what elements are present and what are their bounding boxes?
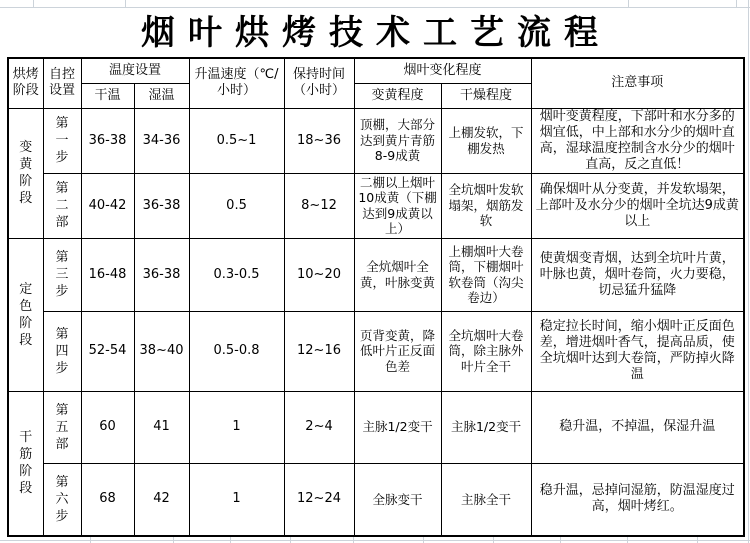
page-title: 烟叶烘烤技术工艺流程 bbox=[141, 13, 611, 53]
stage-label: 定色阶段 bbox=[19, 281, 33, 348]
yellowing-degree-cell: 全脉变干 bbox=[354, 463, 441, 536]
header-auto-control: 自控设置 bbox=[43, 58, 81, 108]
dry-temp-value: 40-42 bbox=[81, 173, 134, 238]
gridline bbox=[493, 536, 494, 543]
wet-temp-value: 42 bbox=[134, 463, 189, 536]
notes-cell: 稳升温，忌掉问湿筋，防温湿度过高，烟叶烤红。 bbox=[531, 463, 744, 536]
header-drying-degree: 干燥程度 bbox=[441, 83, 531, 108]
header-temperature-group: 温度设置 bbox=[81, 58, 189, 83]
stage-label: 变黄阶段 bbox=[19, 140, 33, 206]
step-cell bbox=[43, 391, 81, 463]
yellowing-degree-cell: 二棚以上烟叶10成黄（下棚达到9成黄以上） bbox=[354, 173, 441, 238]
step-label: 第四步 bbox=[55, 326, 69, 376]
drying-degree-cell: 全坑烟叶大卷筒，除主脉外叶片全干 bbox=[441, 311, 531, 391]
drying-degree-cell: 全坑烟叶发软塌架，烟筋发软 bbox=[441, 173, 531, 238]
step-cell bbox=[43, 108, 81, 173]
yellowing-degree-cell: 主脉1/2变干 bbox=[354, 391, 441, 463]
step-label: 第三步 bbox=[55, 250, 69, 299]
drying-degree-cell: 上棚烟叶大卷筒，下棚烟叶软卷筒（沟尖卷边） bbox=[441, 238, 531, 311]
gridline bbox=[90, 536, 91, 543]
heating-rate-value: 0.5~1 bbox=[189, 108, 284, 173]
gridline bbox=[423, 536, 424, 543]
header-heating-rate: 升温速度（℃/小时） bbox=[189, 58, 284, 108]
heating-rate-value: 1 bbox=[189, 391, 284, 463]
header-wet-temp: 湿温 bbox=[134, 83, 189, 108]
header-dry-temp: 干温 bbox=[81, 83, 134, 108]
table-row bbox=[8, 173, 744, 238]
wet-temp-value: 41 bbox=[134, 391, 189, 463]
gridline bbox=[748, 0, 749, 543]
yellowing-degree-cell: 顶棚，大部分达到黄片青筋8-9成黄 bbox=[354, 108, 441, 173]
dry-temp-value: 16-48 bbox=[81, 238, 134, 311]
stage-cell-yellowing bbox=[8, 108, 43, 238]
wet-temp-value: 34-36 bbox=[134, 108, 189, 173]
heating-rate-value: 1 bbox=[189, 463, 284, 536]
table-row bbox=[8, 108, 744, 173]
heating-rate-value: 0.3-0.5 bbox=[189, 238, 284, 311]
gridline bbox=[697, 536, 698, 543]
hold-time-value: 12~16 bbox=[284, 311, 354, 391]
yellowing-degree-cell: 全炕烟叶全黄，叶脉变黄 bbox=[354, 238, 441, 311]
table-row bbox=[8, 311, 744, 391]
drying-degree-cell: 主脉全干 bbox=[441, 463, 531, 536]
step-label: 第五部 bbox=[55, 402, 69, 452]
dry-temp-value: 36-38 bbox=[81, 108, 134, 173]
gridline bbox=[627, 536, 628, 543]
wet-temp-value: 38~40 bbox=[134, 311, 189, 391]
notes-cell: 烟叶变黄程度，下部叶和水分多的烟宜低，中上部和水分少的烟叶直高，湿球温度控制含水分少的烟叶直高，反之直低！ bbox=[531, 108, 744, 173]
header-notes: 注意事项 bbox=[531, 58, 744, 108]
step-cell bbox=[43, 238, 81, 311]
gridline bbox=[290, 536, 291, 543]
hold-time-value: 12~24 bbox=[284, 463, 354, 536]
hold-time-value: 10~20 bbox=[284, 238, 354, 311]
step-cell bbox=[43, 463, 81, 536]
stage-cell-color-fixing bbox=[8, 238, 43, 391]
step-label: 第一步 bbox=[55, 116, 69, 165]
yellowing-degree-cell: 页背变黄，降低叶片正反面色差 bbox=[354, 311, 441, 391]
dry-temp-value: 60 bbox=[81, 391, 134, 463]
header-leaf-change-group: 烟叶变化程度 bbox=[354, 58, 531, 83]
gridline bbox=[0, 540, 750, 541]
header-hold-time: 保持时间（小时） bbox=[284, 58, 354, 108]
notes-cell: 使黄烟变青烟，达到全坑叶片黄，叶脉也黄，烟叶卷筒，火力要稳，切忌猛升猛降 bbox=[531, 238, 744, 311]
wet-temp-value: 36-38 bbox=[134, 173, 189, 238]
dry-temp-value: 52-54 bbox=[81, 311, 134, 391]
table-row bbox=[8, 391, 744, 463]
step-label: 第二部 bbox=[55, 181, 69, 230]
notes-cell: 稳定拉长时间，缩小烟叶正反面色差，增进烟叶香气，提高品质，使全坑烟叶达到大卷筒，严防掉火降温 bbox=[531, 311, 744, 391]
hold-time-value: 18~36 bbox=[284, 108, 354, 173]
notes-cell: 确保烟叶从分变黄，并发软塌架，上部叶及水分少的烟叶全坑达9成黄以上 bbox=[531, 173, 744, 238]
dry-temp-value: 68 bbox=[81, 463, 134, 536]
stage-label: 干筋阶段 bbox=[19, 430, 33, 497]
notes-cell: 稳升温，不掉温，保湿升温 bbox=[531, 391, 744, 463]
stage-cell-stem-drying bbox=[8, 391, 43, 536]
drying-degree-cell: 上棚发软，下棚发热 bbox=[441, 108, 531, 173]
step-cell bbox=[43, 173, 81, 238]
heating-rate-value: 0.5 bbox=[189, 173, 284, 238]
step-cell bbox=[43, 311, 81, 391]
curing-process-table bbox=[7, 57, 745, 537]
gridline bbox=[353, 536, 354, 543]
drying-degree-cell: 主脉1/2变干 bbox=[441, 391, 531, 463]
heating-rate-value: 0.5-0.8 bbox=[189, 311, 284, 391]
wet-temp-value: 36-38 bbox=[134, 238, 189, 311]
table-row bbox=[8, 463, 744, 536]
hold-time-value: 2~4 bbox=[284, 391, 354, 463]
gridline bbox=[230, 536, 231, 543]
step-label: 第六步 bbox=[55, 474, 69, 524]
table-row bbox=[8, 238, 744, 311]
header-stage: 烘烤阶段 bbox=[8, 58, 43, 108]
gridline bbox=[560, 536, 561, 543]
gridline bbox=[173, 536, 174, 543]
hold-time-value: 8~12 bbox=[284, 173, 354, 238]
header-yellowing-degree: 变黄程度 bbox=[354, 83, 441, 108]
